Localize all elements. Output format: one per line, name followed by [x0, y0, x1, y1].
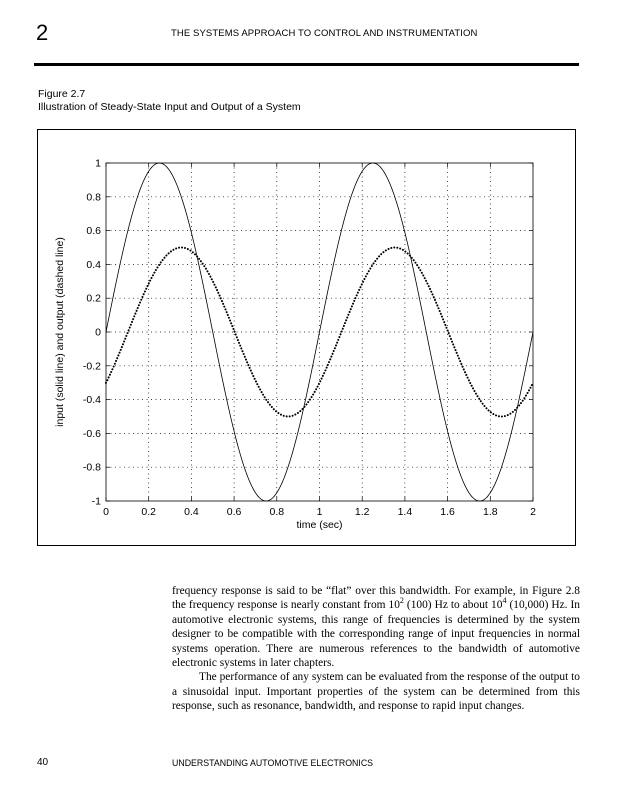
x-tick-label: 0.2: [141, 506, 157, 518]
y-tick-label: -1: [91, 495, 101, 508]
y-tick-label: 0.6: [86, 225, 101, 238]
y-tick-label: -0.8: [82, 461, 101, 474]
y-tick-label: 1: [95, 157, 101, 170]
paragraph-1: [172, 584, 580, 670]
x-tick-label: 0: [103, 506, 109, 518]
paragraph-2: The performance of any system can be evaluated from the response of the output to a sinusoidal input. Important properties of the system can be determined from this response, such as resonance, bandwidth, and response to rapid input changes.: [172, 671, 580, 713]
y-tick-label: 0.2: [86, 292, 101, 305]
chapter-number: 2: [36, 20, 49, 45]
running-foot: UNDERSTANDING AUTOMOTIVE ELECTRONICS: [172, 758, 374, 768]
running-head: THE SYSTEMS APPROACH TO CONTROL AND INSTRUMENTATION: [171, 28, 478, 39]
paragraph-1-part-a: frequency response is said to be “flat” over this bandwidth. For example, in Figure 2.8 the frequency response is nearly constant from 10: [172, 585, 580, 612]
body-text: [172, 584, 580, 714]
x-tick-label: 0.6: [226, 506, 242, 518]
figure-box: [37, 129, 576, 546]
x-tick-label: 1.4: [397, 506, 413, 518]
y-tick-label: 0.4: [86, 258, 101, 271]
y-tick-label: 0.8: [86, 191, 101, 204]
x-tick-label: 0.4: [184, 506, 199, 518]
header-rule: [34, 63, 579, 66]
x-tick-label: 0.8: [269, 506, 285, 518]
x-tick-label: 1.6: [440, 506, 455, 518]
paragraph-1-part-b: (100) Hz to about 10: [403, 599, 503, 612]
y-tick-label: -0.2: [82, 360, 101, 373]
tick-layer: [83, 158, 536, 519]
x-tick-label: 1.2: [354, 506, 370, 518]
paragraph-1-part-c: (10,000) Hz. In automotive electronic systems, this range of frequencies is determined by the system designer to be compatible with the corresponding range of input frequencies in normal systems operation. There are numerous references to the bandwidth of automotive electronic systems in later chapters.: [172, 599, 580, 670]
y-tick-label: -0.6: [82, 427, 101, 440]
series-layer: [106, 163, 533, 501]
x-axis-label: time (sec): [296, 519, 343, 531]
y-axis-label: input (solid line) and output (dashed line): [54, 237, 66, 427]
superscript-4: 4: [502, 596, 507, 606]
figure-label: Figure 2.7: [38, 88, 86, 100]
x-tick-label: 2: [530, 506, 536, 518]
y-tick-label: 0: [95, 326, 101, 339]
input-series-line: [106, 163, 533, 501]
superscript-2: 2: [399, 596, 404, 606]
y-tick-label: -0.4: [82, 394, 101, 407]
sinusoid-chart: [38, 130, 575, 545]
figure-caption: Illustration of Steady-State Input and Output of a System: [38, 101, 301, 113]
x-tick-label: 1: [316, 506, 323, 518]
page-number: 40: [37, 757, 49, 768]
x-tick-label: 1.8: [482, 506, 498, 518]
